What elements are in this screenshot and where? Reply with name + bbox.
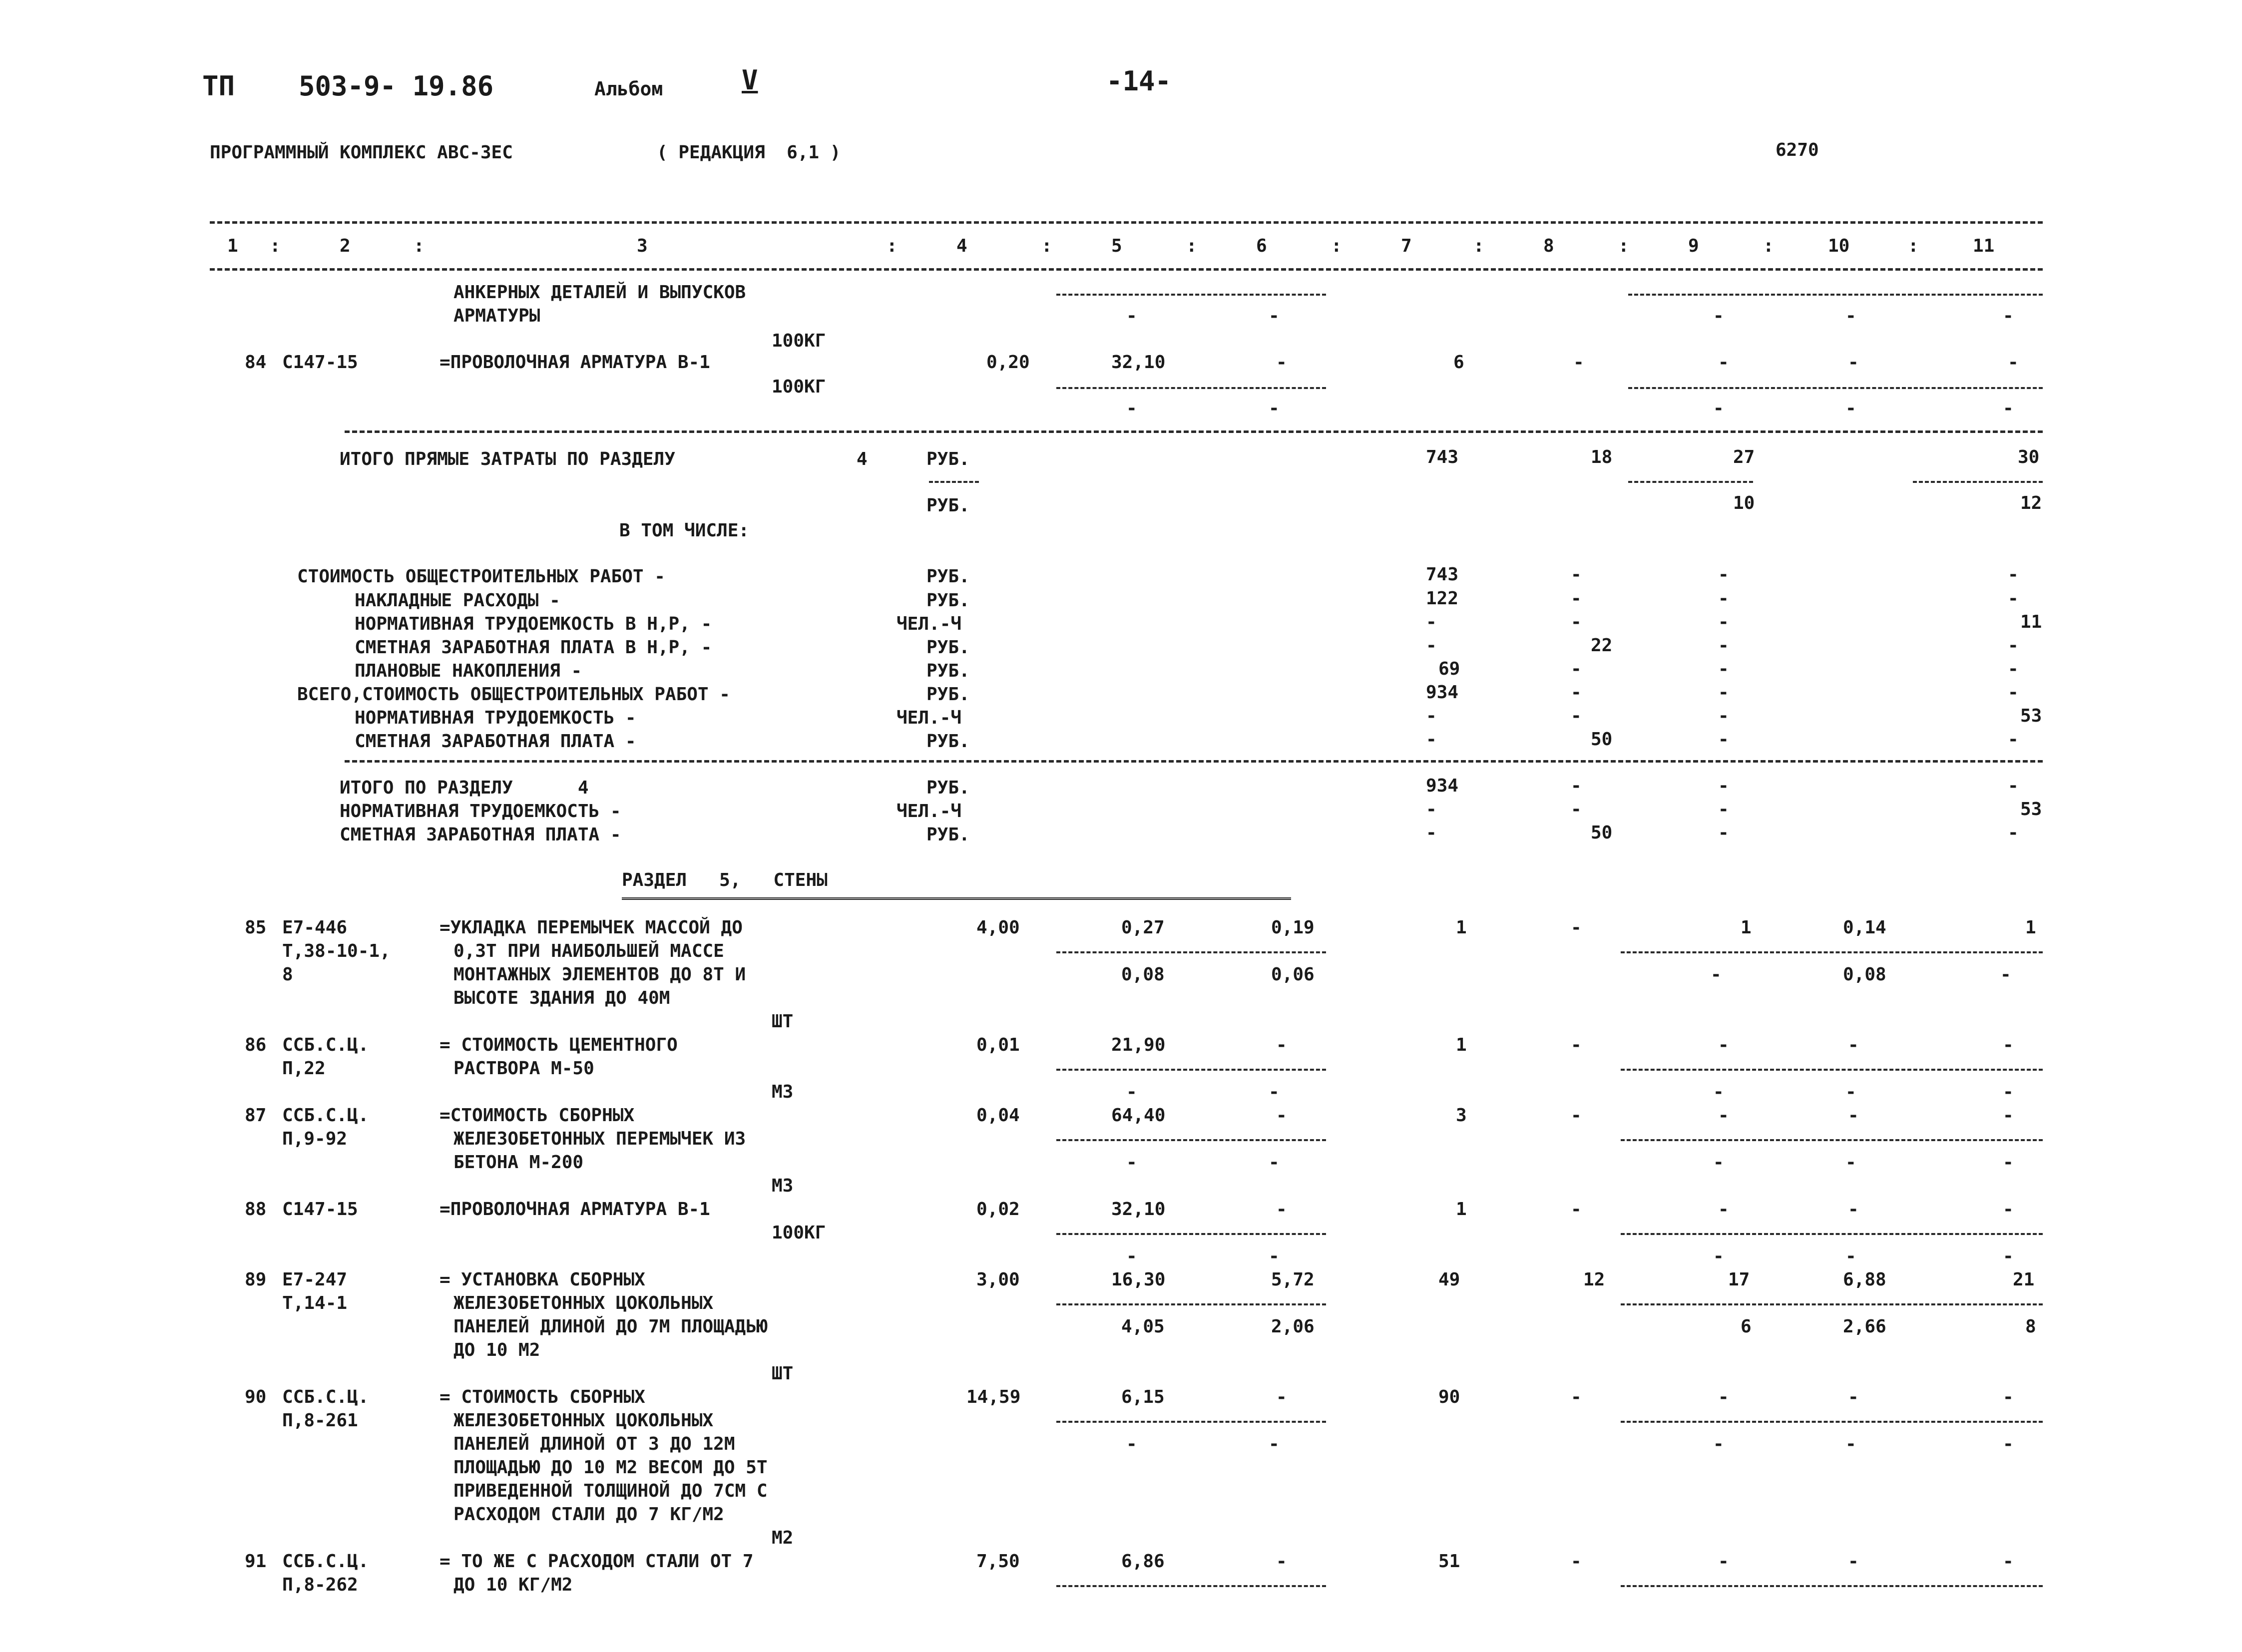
rule [1056,1303,1326,1305]
cell: - [1269,1434,1280,1454]
breakdown-label: СМЕТНАЯ ЗАРАБОТНАЯ ПЛАТА В Н,Р, - [355,637,712,658]
item-code: П,8-262 [282,1575,358,1595]
cell: - [1571,1035,1582,1055]
col-5: 5 [1111,236,1122,256]
cell: - [1848,352,1859,373]
cell: - [1718,823,1729,843]
album-number: V [742,64,758,96]
program-title: ПРОГРАММНЫЙ КОМПЛЕКС АВС-3ЕС [210,142,513,163]
cell: 22 [1591,635,1613,656]
rule [1056,294,1326,296]
item-number: 85 [245,917,267,938]
rule [1621,1421,2043,1423]
cell: 6,15 [1121,1387,1165,1407]
item-code: П,8-261 [282,1410,358,1431]
col-sep: : [270,236,281,256]
cell: - [2008,564,2019,585]
cell: 90 [1438,1387,1460,1407]
item-code: П,9-92 [282,1129,348,1149]
cell: 0,06 [1271,964,1315,985]
cell: 16,30 [1111,1269,1166,1290]
item-code: Е7-247 [282,1269,348,1290]
col-sep: : [1618,236,1629,256]
cell: - [1571,1551,1582,1572]
cell: - [1571,776,1582,796]
cell: - [1713,1082,1724,1102]
cell: - [1126,1434,1137,1454]
sheet-number: 6270 [1776,140,1819,160]
including-label: В ТОМ ЧИСЛЕ: [619,520,750,541]
cell: 1 [1456,917,1467,938]
item-name: ЖЕЛЕЗОБЕТОННЫХ ПЕРЕМЫЧЕК ИЗ [453,1129,746,1149]
col-6: 6 [1256,236,1267,256]
cell: 1 [1741,917,1752,938]
col-1: 1 [227,236,238,256]
section-total-label: НОРМАТИВНАЯ ТРУДОЕМКОСТЬ - [340,801,621,822]
cell: 0,08 [1121,964,1165,985]
item-code: ССБ.С.Ц. [282,1387,369,1407]
doc-type: ТП [202,70,235,102]
item-name: ДО 10 М2 [453,1340,540,1360]
cell: - [1848,1199,1859,1220]
item-name: ПЛОЩАДЬЮ ДО 10 М2 ВЕСОМ ДО 5Т [453,1457,768,1478]
cell: - [1845,306,1856,326]
item-unit: 100КГ [772,377,826,397]
cell: - [2008,635,2019,656]
cell: - [1845,1082,1856,1102]
cell: - [1276,1551,1287,1572]
item-code: Е7-446 [282,917,348,938]
breakdown-unit: ЧЕЛ.-Ч [897,614,962,634]
cell: - [1126,1082,1137,1102]
cell: - [1845,1152,1856,1173]
section-total-unit: ЧЕЛ.-Ч [897,801,962,822]
cell: 0,14 [1843,917,1886,938]
cell: - [2008,682,2019,703]
item-name: ПАНЕЛЕЙ ДЛИНОЙ ОТ 3 ДО 12М [453,1434,735,1454]
item-name: ВЫСОТЕ ЗДАНИЯ ДО 40М [453,988,670,1008]
cell: 30 [2018,447,2040,467]
cell: 12 [1583,1269,1605,1290]
item-code: Т,38-10-1, [282,941,391,961]
cell: 6 [1453,352,1464,373]
item-code: ССБ.С.Ц. [282,1551,369,1572]
program-edition: ( РЕДАКЦИЯ 6,1 ) [657,142,841,163]
total-unit: РУБ. [926,449,970,469]
rule [1621,951,2043,953]
col-sep: : [1041,236,1052,256]
cell: - [1573,352,1584,373]
col-sep: : [414,236,425,256]
item-number: 87 [245,1105,267,1126]
cell: - [1845,1434,1856,1454]
cell: 1 [1456,1035,1467,1055]
rule [1621,1069,2043,1071]
cell: - [2008,352,2019,373]
cell: - [1571,917,1582,938]
cell: - [2008,588,2019,609]
cell: - [2000,964,2011,985]
cell: - [1711,964,1722,985]
cell: - [1269,1246,1280,1266]
col-sep: : [1331,236,1342,256]
rule [1621,1139,2043,1141]
cell: - [2008,659,2019,679]
cell: - [1571,564,1582,585]
col-11: 11 [1973,236,1995,256]
cell: 53 [2020,799,2042,820]
item-unit: М3 [772,1082,794,1102]
col-sep: : [1186,236,1197,256]
cell: - [1718,352,1729,373]
cell: 11 [2020,612,2042,632]
breakdown-unit: РУБ. [926,661,970,681]
item-name: АНКЕРНЫХ ДЕТАЛЕЙ И ВЫПУСКОВ [453,282,746,303]
item-unit: ШТ [772,1363,794,1384]
cell: - [1426,799,1437,820]
cell: 64,40 [1111,1105,1166,1126]
cell: 0,08 [1843,964,1886,985]
breakdown-unit: РУБ. [926,637,970,658]
item-number: 88 [245,1199,267,1220]
rule [929,481,979,483]
cell: 21 [2013,1269,2035,1290]
cell: - [1571,659,1582,679]
item-code: С147-15 [282,352,358,373]
item-name: РАСТВОРА М-50 [453,1058,594,1079]
breakdown-label: НАКЛАДНЫЕ РАСХОДЫ - [355,590,560,611]
item-qty: 0,04 [976,1105,1020,1126]
cell: - [1276,1387,1287,1407]
cell: 6,86 [1121,1551,1165,1572]
cell: - [1713,1246,1724,1266]
cell: - [1571,1387,1582,1407]
item-qty: 4,00 [976,917,1020,938]
total-unit: РУБ. [926,495,970,516]
cell: - [1718,776,1729,796]
rule [210,221,2043,224]
col-3: 3 [637,236,648,256]
breakdown-unit: РУБ. [926,684,970,705]
cell: - [1718,1035,1729,1055]
cell: - [1848,1387,1859,1407]
rule [345,760,2043,763]
cell: - [1426,729,1437,750]
cell: 122 [1426,588,1459,609]
cell: - [2003,1551,2014,1572]
album-label: Альбом [594,78,663,100]
cell: 21,90 [1111,1035,1166,1055]
cell: - [1718,564,1729,585]
cell: - [2008,776,2019,796]
breakdown-label: ПЛАНОВЫЕ НАКОПЛЕНИЯ - [355,661,582,681]
cell: - [1126,1246,1137,1266]
cell: - [1426,635,1437,656]
total-label: ИТОГО ПРЯМЫЕ ЗАТРАТЫ ПО РАЗДЕЛУ [340,449,675,469]
item-code: Т,14-1 [282,1293,348,1313]
cell: - [1713,1152,1724,1173]
col-sep: : [1908,236,1919,256]
cell: 27 [1733,447,1755,467]
page-number: -14- [1106,65,1172,97]
cell: - [2003,1246,2014,1266]
item-qty: 0,01 [976,1035,1020,1055]
cell: - [1848,1551,1859,1572]
item-name: 0,3Т ПРИ НАИБОЛЬШЕЙ МАССЕ [453,941,724,961]
item-code: 8 [282,964,293,985]
cell: - [2003,1105,2014,1126]
cell: - [1718,1199,1729,1220]
item-name: =ПРОВОЛОЧНАЯ АРМАТУРА В-1 [440,352,710,373]
cell: - [2008,729,2019,750]
cell: - [1713,1434,1724,1454]
rule [1056,1421,1326,1423]
cell: - [2003,306,2014,326]
cell: - [1718,1387,1729,1407]
rule [1056,1139,1326,1141]
item-number: 84 [245,352,267,373]
item-qty: 7,50 [976,1551,1020,1572]
col-sep: : [887,236,897,256]
breakdown-label: ВСЕГО,СТОИМОСТЬ ОБЩЕСТРОИТЕЛЬНЫХ РАБОТ - [297,684,730,705]
cell: 50 [1591,823,1613,843]
cell: - [1571,588,1582,609]
section-underline [622,897,1291,903]
rule [1621,1585,2043,1587]
breakdown-label: НОРМАТИВНАЯ ТРУДОЕМКОСТЬ - [355,708,636,728]
cell: - [1571,706,1582,726]
item-name: = СТОИМОСТЬ СБОРНЫХ [440,1387,645,1407]
breakdown-label: НОРМАТИВНАЯ ТРУДОЕМКОСТЬ В Н,Р, - [355,614,712,634]
item-name: ПАНЕЛЕЙ ДЛИНОЙ ДО 7М ПЛОЩАДЬЮ [453,1316,768,1337]
breakdown-label: СТОИМОСТЬ ОБЩЕСТРОИТЕЛЬНЫХ РАБОТ - [297,566,665,587]
col-sep: : [1473,236,1484,256]
cell: - [1426,706,1437,726]
cell: 6,88 [1843,1269,1886,1290]
cell: - [1718,1105,1729,1126]
item-name: АРМАТУРЫ [453,306,540,326]
item-qty: 3,00 [976,1269,1020,1290]
item-code: П,22 [282,1058,326,1079]
breakdown-unit: РУБ. [926,590,970,611]
item-code: ССБ.С.Ц. [282,1035,369,1055]
rule [1056,387,1326,389]
item-unit: 100КГ [772,331,826,351]
cell: - [1276,1035,1287,1055]
cell: - [1269,1152,1280,1173]
item-unit: М3 [772,1176,794,1196]
cell: - [2003,1434,2014,1454]
cell: - [1276,1199,1287,1220]
breakdown-label: СМЕТНАЯ ЗАРАБОТНАЯ ПЛАТА - [355,731,636,752]
cell: 743 [1426,564,1459,585]
cell: - [2008,823,2019,843]
item-name: =ПРОВОЛОЧНАЯ АРМАТУРА В-1 [440,1199,710,1220]
item-unit: ШТ [772,1011,794,1032]
cell: - [1718,682,1729,703]
col-10: 10 [1828,236,1850,256]
section-total-label: ИТОГО ПО РАЗДЕЛУ 4 [340,778,589,798]
breakdown-unit: ЧЕЛ.-Ч [897,708,962,728]
cell: - [2003,1387,2014,1407]
cell: 2,06 [1271,1316,1315,1337]
cell: - [1718,729,1729,750]
cell: 53 [2020,706,2042,726]
cell: 17 [1728,1269,1750,1290]
cell: - [1713,398,1724,418]
cell: - [1718,588,1729,609]
rule [1913,481,2043,483]
section-total-unit: РУБ. [926,778,970,798]
cell: - [1718,1551,1729,1572]
cell: 0,19 [1271,917,1315,938]
cell: - [1126,1152,1137,1173]
rule [1628,387,2043,389]
rule [1056,1585,1326,1587]
doc-code: 503-9- 19.86 [299,70,494,102]
item-name: ДО 10 КГ/М2 [453,1575,573,1595]
cell: 4,05 [1121,1316,1165,1337]
cell: 10 [1733,493,1755,513]
cell: - [1718,659,1729,679]
total-section: 4 [857,449,868,469]
col-2: 2 [340,236,351,256]
cell: - [1571,1199,1582,1220]
item-qty: 14,59 [966,1387,1021,1407]
cell: - [1276,1105,1287,1126]
cell: 3 [1456,1105,1467,1126]
item-code: С147-15 [282,1199,358,1220]
cell: - [2003,1082,2014,1102]
item-name: МОНТАЖНЫХ ЭЛЕМЕНТОВ ДО 8Т И [453,964,746,985]
col-4: 4 [956,236,967,256]
cell: - [1848,1105,1859,1126]
item-name: =УКЛАДКА ПЕРЕМЫЧЕК МАССОЙ ДО [440,917,743,938]
breakdown-unit: РУБ. [926,566,970,587]
cell: - [1571,799,1582,820]
rule [1056,1233,1326,1235]
item-name: РАСХОДОМ СТАЛИ ДО 7 КГ/М2 [453,1504,724,1525]
item-name: =СТОИМОСТЬ СБОРНЫХ [440,1105,635,1126]
cell: - [1426,612,1437,632]
item-name: ЖЕЛЕЗОБЕТОННЫХ ЦОКОЛЬНЫХ [453,1410,714,1431]
rule [1056,951,1326,953]
col-9: 9 [1688,236,1699,256]
item-name: ЖЕЛЕЗОБЕТОННЫХ ЦОКОЛЬНЫХ [453,1293,714,1313]
cell: 5,72 [1271,1269,1315,1290]
item-qty: 0,20 [986,352,1030,373]
cell: - [1571,682,1582,703]
cell: - [1718,612,1729,632]
cell: 934 [1426,776,1459,796]
rule [1628,294,2043,296]
cell: 8 [2025,1316,2036,1337]
cell: 1 [2025,917,2036,938]
cell: - [1571,1105,1582,1126]
rule [1621,1303,2043,1305]
section-total-unit: РУБ. [926,825,970,845]
cell: 934 [1426,682,1459,703]
cell: - [1426,823,1437,843]
cell: 12 [2020,493,2042,513]
cell: - [1269,398,1280,418]
rule [1628,481,1753,483]
cell: 49 [1438,1269,1460,1290]
cell: 50 [1591,729,1613,750]
section-total-label: СМЕТНАЯ ЗАРАБОТНАЯ ПЛАТА - [340,825,621,845]
cell: - [2003,1152,2014,1173]
cell: 0,27 [1121,917,1165,938]
cell: - [1571,612,1582,632]
rule [345,430,2043,433]
item-name: БЕТОНА М-200 [453,1152,584,1173]
col-sep: : [1763,236,1774,256]
cell: - [1269,306,1280,326]
cell: - [1126,306,1137,326]
rule [1621,1233,2043,1235]
item-qty: 0,02 [976,1199,1020,1220]
cell: 51 [1438,1551,1460,1572]
cell: - [1718,635,1729,656]
cell: - [1126,398,1137,418]
cell: - [1718,706,1729,726]
cell: 2,66 [1843,1316,1886,1337]
col-8: 8 [1543,236,1554,256]
cell: 69 [1438,659,1460,679]
item-unit: 100КГ [772,1223,826,1243]
cell: - [2003,1035,2014,1055]
cell: - [1276,352,1287,373]
rule [1056,1069,1326,1071]
cell: - [2003,1199,2014,1220]
cell: 6 [1741,1316,1752,1337]
cell: - [2003,398,2014,418]
cell: 32,10 [1111,1199,1166,1220]
cell: 18 [1591,447,1613,467]
item-number: 86 [245,1035,267,1055]
cell: - [1845,398,1856,418]
rule [210,268,2043,271]
section-title: РАЗДЕЛ 5, СТЕНЫ [622,870,828,890]
item-price: 32,10 [1111,352,1166,373]
breakdown-unit: РУБ. [926,731,970,752]
item-name: = УСТАНОВКА СБОРНЫХ [440,1269,645,1290]
cell: - [1269,1082,1280,1102]
item-unit: М2 [772,1528,794,1548]
cell: - [1845,1246,1856,1266]
cell: - [1848,1035,1859,1055]
item-number: 89 [245,1269,267,1290]
col-7: 7 [1401,236,1412,256]
item-code: ССБ.С.Ц. [282,1105,369,1126]
item-name: = ТО ЖЕ С РАСХОДОМ СТАЛИ ОТ 7 [440,1551,754,1572]
item-name: ПРИВЕДЕННОЙ ТОЛЩИНОЙ ДО 7СМ С [453,1481,768,1501]
cell: - [1718,799,1729,820]
item-number: 90 [245,1387,267,1407]
cell: - [1713,306,1724,326]
item-name: = СТОИМОСТЬ ЦЕМЕНТНОГО [440,1035,678,1055]
cell: 743 [1426,447,1459,467]
item-number: 91 [245,1551,267,1572]
cell: 1 [1456,1199,1467,1220]
